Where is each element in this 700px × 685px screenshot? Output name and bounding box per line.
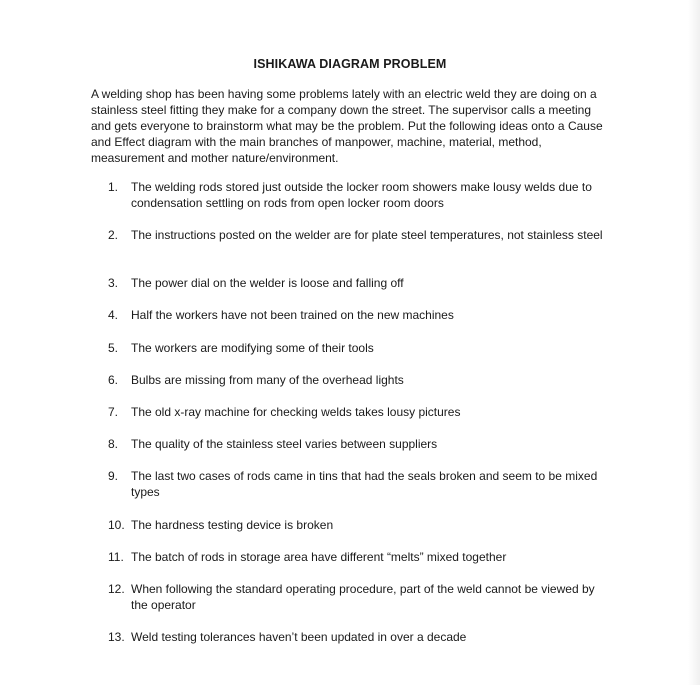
list-item (108, 468, 608, 500)
list-item-text: Bulbs are missing from many of the overhead lights (131, 373, 404, 387)
list-item-text: The quality of the stainless steel varies between suppliers (131, 437, 438, 451)
list-item (108, 307, 608, 323)
list-item-number: 12. (108, 582, 125, 596)
list-item-number: 6. (108, 373, 119, 387)
list-item-number: 11. (108, 550, 124, 564)
list-item-text: The batch of rods in storage area have different “melts” mixed together (131, 550, 507, 564)
list-item (108, 629, 608, 645)
list-item (108, 404, 608, 420)
list-item (108, 581, 608, 613)
list-item-text: The hardness testing device is broken (131, 518, 334, 532)
list-item (108, 275, 608, 291)
list-item-text: The workers are modifying some of their tools (131, 341, 374, 355)
list-item-text: When following the standard operating procedure, part of the weld cannot be viewed by the operator (131, 582, 595, 612)
list-item-number: 9. (108, 469, 119, 483)
list-item-number: 4. (108, 308, 119, 322)
page-title: ISHIKAWA DIAGRAM PROBLEM (253, 57, 447, 71)
list-item (108, 517, 608, 533)
list-item-number: 7. (108, 405, 119, 419)
list-item-text: The power dial on the welder is loose and falling off (131, 276, 404, 290)
list-item-number: 13. (108, 630, 125, 644)
list-item-text: Weld testing tolerances haven’t been updated in over a decade (131, 630, 467, 644)
list-item-number: 10. (108, 518, 125, 532)
list-item-text: The old x-ray machine for checking welds takes lousy pictures (131, 405, 461, 419)
list-item (108, 179, 608, 211)
list-item-number: 8. (108, 437, 119, 451)
list-item-text: The last two cases of rods came in tins that had the seals broken and seem to be mixed types (131, 469, 598, 499)
intro-paragraph: A welding shop has been having some problems lately with an electric weld they are doing on a stainless steel fitting they make for a company down the street. The supervisor calls a meeting and gets everyone to brainstorm what may be the problem. Put the following ideas onto a Cause and Effect diagram with the main branches of manpower, machine, material, method, measurement and mother nature/environment. (91, 87, 603, 165)
list-item-number: 1. (108, 180, 119, 194)
list-item (108, 340, 608, 356)
list-item-text: The instructions posted on the welder are for plate steel temperatures, not stainless steel (131, 228, 603, 242)
list-item-number: 5. (108, 341, 119, 355)
list-item (108, 549, 608, 565)
list-item (108, 372, 608, 388)
list-item (108, 227, 608, 243)
list-item-number: 3. (108, 276, 119, 290)
list-item-text: Half the workers have not been trained on the new machines (131, 308, 454, 322)
page-edge-shadow (688, 0, 700, 685)
list-item (108, 436, 608, 452)
list-item-text: The welding rods stored just outside the locker room showers make lousy welds due to condensation settling on rods from open locker room doors (131, 180, 592, 210)
list-item-number: 2. (108, 228, 119, 242)
